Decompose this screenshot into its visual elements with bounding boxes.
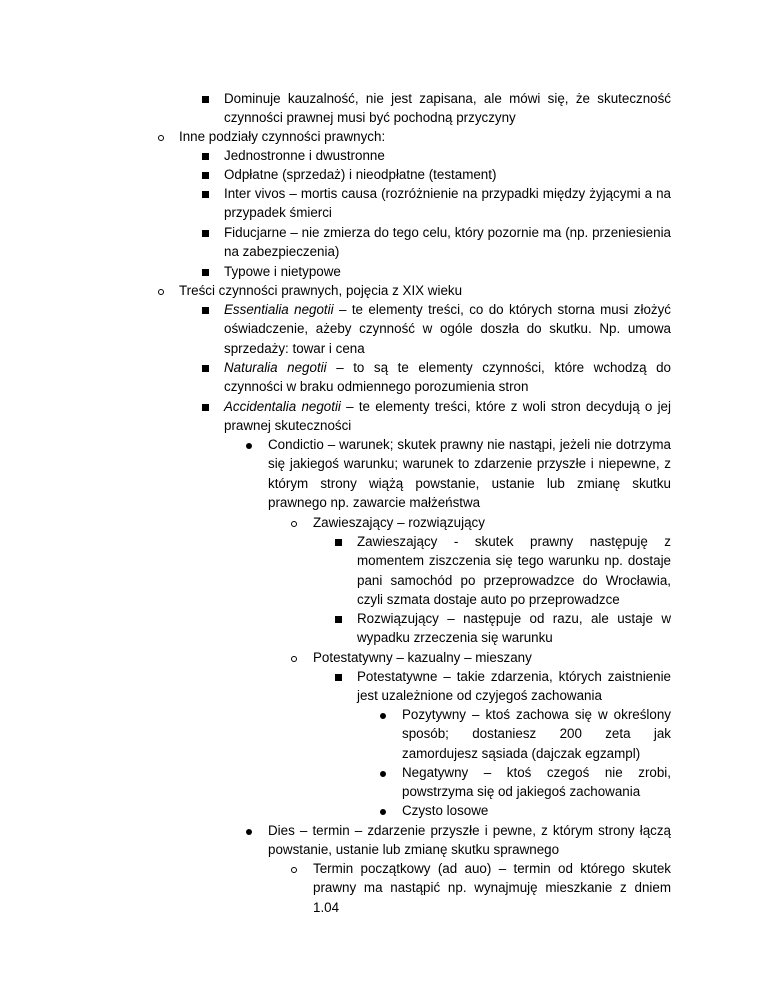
round-bullet-icon xyxy=(376,801,390,820)
square-bullet-icon xyxy=(198,223,212,242)
item-text: Dies – termin – zdarzenie przyszłe i pewne, z którym strony łączą powstanie, ustanie lub zmianę skutku sprawnego xyxy=(268,823,671,858)
item-text: Dominuje kauzalność, nie jest zapisana, ale mówi się, że skuteczność czynności prawnej musi być pochodną przyczyny xyxy=(224,91,671,126)
item-text: Jednostronne i dwustronne xyxy=(224,148,385,163)
item-text: Czysto losowe xyxy=(402,803,489,818)
item-text xyxy=(224,300,671,358)
item-text: Treści czynności prawnych, pojęcia z XIX wieku xyxy=(179,283,463,298)
circle-bullet-icon xyxy=(287,513,301,532)
item-text: Inter vivos – mortis causa (rozróżnienie na przypadki między żyjącymi a na przypadek śmierci xyxy=(224,186,671,221)
item-text xyxy=(224,358,671,397)
square-bullet-icon xyxy=(198,165,212,184)
item-text: Condictio – warunek; skutek prawny nie nastąpi, jeżeli nie dotrzyma się jakiegoś warunku; warunek to zdarzenie przyszłe i niepewne, z którym strony wiążą powstanie, ustanie lub zmianę skutku prawnego np. zawarcie małżeństwa xyxy=(268,437,671,510)
square-bullet-icon xyxy=(331,667,345,686)
item-text: Potestatywne – takie zdarzenia, których zaistnienie jest uzależnione od czyjegoś zachowania xyxy=(357,669,671,704)
item-text: Zawieszający - skutek prawny następuję z momentem ziszczenia się tego warunku np. dostaje pani samochód po przeprowadzce do Wrocławia, czyli szmata dostaje auto po przeprowadzce xyxy=(357,534,671,607)
square-bullet-icon xyxy=(198,184,212,203)
item-text: Fiducjarne – nie zmierza do tego celu, który pozornie ma (np. przeniesienia na zabezpieczenia) xyxy=(224,225,671,260)
item-text: Negatywny – ktoś czegoś nie zrobi, powstrzyma się od jakiegoś zachowania xyxy=(402,765,671,800)
square-bullet-icon xyxy=(198,300,212,319)
item-text: Rozwiązujący – następuje od razu, ale ustaje w wypadku zrzeczenia się warunku xyxy=(357,611,671,646)
item-text: Odpłatne (sprzedaż) i nieodpłatne (testament) xyxy=(224,167,497,182)
square-bullet-icon xyxy=(331,532,345,551)
circle-bullet-icon xyxy=(287,648,301,667)
square-bullet-icon xyxy=(198,89,212,108)
term-definition: – te elementy treści, które z woli stron decydują o jej prawnej skuteczności xyxy=(224,399,671,434)
round-bullet-icon xyxy=(242,821,256,840)
round-bullet-icon xyxy=(376,705,390,724)
round-bullet-icon xyxy=(242,435,256,454)
square-bullet-icon xyxy=(331,609,345,628)
circle-bullet-icon xyxy=(154,281,168,300)
term-definition: – te elementy treści, co do których storna musi złożyć oświadczenie, ażeby czynność w ogóle doszła do skutku. Np. umowa sprzedaży: towar i cena xyxy=(224,302,671,356)
latin-term: Essentialia negotii xyxy=(224,302,334,317)
item-text: Typowe i nietypowe xyxy=(224,264,341,279)
latin-term: Accidentalia negotii xyxy=(224,399,341,414)
item-text xyxy=(224,397,671,436)
item-text: Pozytywny – ktoś zachowa się w określony sposób; dostaniesz 200 zeta jak zamordujesz sąsiada (dajczak egzampl) xyxy=(402,707,671,761)
circle-bullet-icon xyxy=(154,127,168,146)
square-bullet-icon xyxy=(198,262,212,281)
term-definition: – to są te elementy czynności, które wchodzą do czynności w braku odmiennego porozumienia stron xyxy=(224,360,671,395)
square-bullet-icon xyxy=(198,358,212,377)
square-bullet-icon xyxy=(198,146,212,165)
circle-bullet-icon xyxy=(287,859,301,878)
item-text: Zawieszający – rozwiązujący xyxy=(313,515,485,530)
latin-term: Naturalia negotii xyxy=(224,360,327,375)
square-bullet-icon xyxy=(198,397,212,416)
item-text: Termin początkowy (ad auo) – termin od którego skutek prawny ma nastąpić np. wynajmuję mieszkanie z dniem 1.04 xyxy=(313,861,671,915)
round-bullet-icon xyxy=(376,763,390,782)
item-text: Inne podziały czynności prawnych: xyxy=(179,129,386,144)
item-text: Potestatywny – kazualny – mieszany xyxy=(313,650,532,665)
